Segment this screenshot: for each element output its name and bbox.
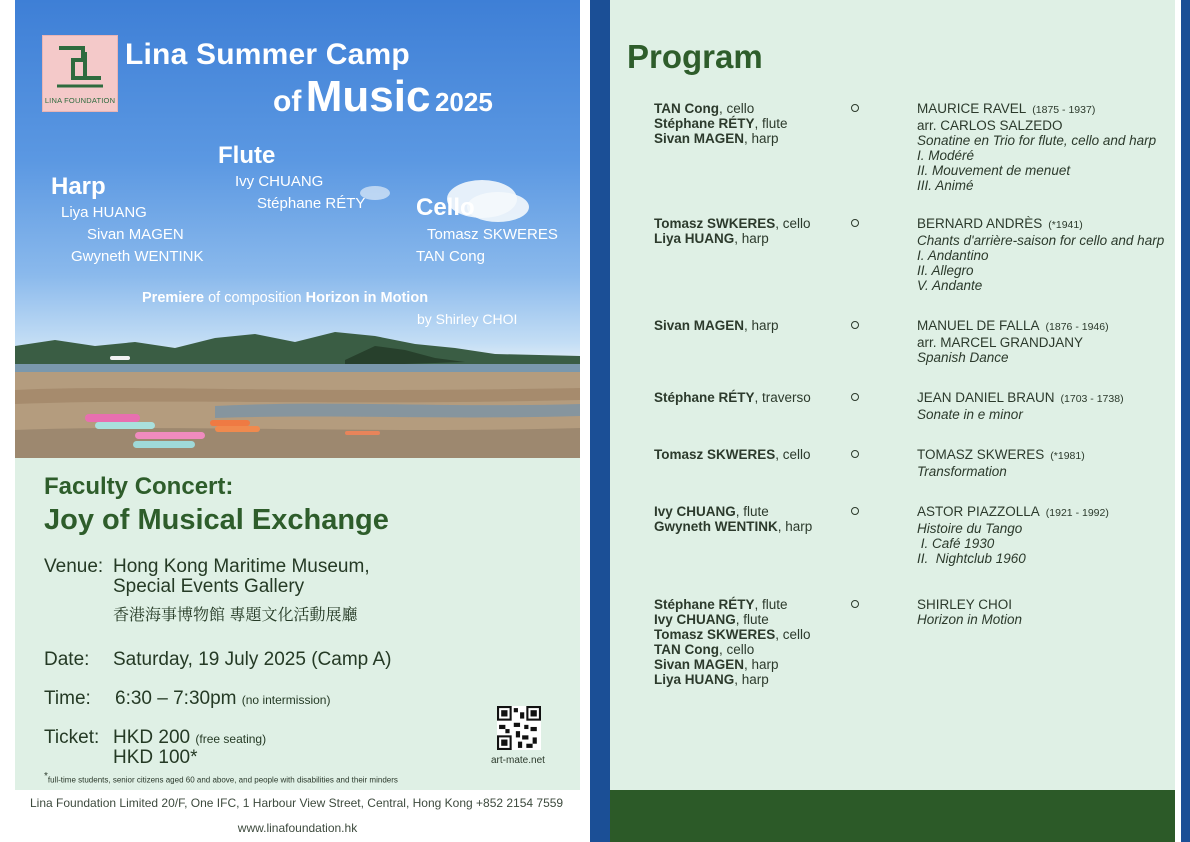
performer-line <box>654 216 854 231</box>
composer-line <box>917 597 1172 612</box>
work-title: I. Café 1930 <box>917 536 995 551</box>
work-title: II. Mouvement de menuet <box>917 163 1071 178</box>
work-title: V. Andante <box>917 278 983 293</box>
performer-name: Sivan MAGEN <box>654 657 745 672</box>
arranger-line: arr. MARCEL GRANDJANY <box>917 335 1084 350</box>
performer-line <box>654 597 854 612</box>
performer-instrument: , harp <box>744 657 779 672</box>
work-title: II. Allegro <box>917 263 974 278</box>
performer-instrument: , flute <box>754 597 788 612</box>
page-margin <box>580 0 590 842</box>
qr-code[interactable] <box>497 706 541 750</box>
program-performers <box>654 318 854 333</box>
performer-line <box>654 672 854 687</box>
poster-page <box>15 0 580 842</box>
program-title: Program <box>627 38 763 75</box>
page-gap <box>590 0 608 842</box>
bullet-circle-icon <box>851 600 859 608</box>
flute-heading: Flute <box>218 142 276 169</box>
time-value: 6:30 – 7:30pm <box>115 688 237 709</box>
program-performers <box>654 504 854 534</box>
performer-line <box>654 390 854 405</box>
premiere-byline: by Shirley CHOI <box>417 311 518 327</box>
performer-instrument: , flute <box>735 612 769 627</box>
work-title: Spanish Dance <box>917 350 1009 365</box>
harp-heading: Harp <box>51 173 106 200</box>
page-margin <box>0 0 15 842</box>
poster-title-line2: of Music 2025 <box>273 72 493 121</box>
landscape-illustration <box>15 320 580 458</box>
program-performers <box>654 597 854 687</box>
composer-line <box>917 216 1172 233</box>
work-title: Horizon in Motion <box>917 612 1023 627</box>
program-works <box>917 318 1172 365</box>
ticket-price-concession: HKD 100* <box>113 747 198 768</box>
program-page <box>610 0 1175 842</box>
performer-name: Stéphane RÉTY <box>654 116 755 131</box>
harp-name-3: Gwyneth WENTINK <box>71 248 204 265</box>
performer-line <box>654 627 854 642</box>
performer-line <box>654 231 854 246</box>
premiere-line: Premiere of composition Horizon in Motion <box>142 290 429 306</box>
work-title: I. Modéré <box>917 148 975 163</box>
performer-instrument: , harp <box>734 231 769 246</box>
performer-line <box>654 318 854 333</box>
harp-name-2: Sivan MAGEN <box>87 226 184 243</box>
performer-name: Tomasz SKWERES <box>654 447 776 462</box>
performer-line <box>654 519 854 534</box>
performer-line <box>654 612 854 627</box>
performer-instrument: , flute <box>754 116 788 131</box>
program-works <box>917 504 1172 566</box>
date-label: Date: <box>44 649 90 670</box>
performer-instrument: , cello <box>718 642 755 657</box>
composer-line <box>917 101 1172 118</box>
composer-years: (1921 - 1992) <box>1045 507 1109 519</box>
performer-name: Sivan MAGEN <box>654 131 745 146</box>
qr-caption: art-mate.net <box>491 755 545 766</box>
ticket-label: Ticket: <box>44 727 100 748</box>
work-title: Transformation <box>917 464 1007 479</box>
performer-instrument: , harp <box>744 318 779 333</box>
concert-label: Faculty Concert: <box>44 473 234 500</box>
work-title: III. Animé <box>917 178 974 193</box>
composer-name: ASTOR PIAZZOLLA <box>917 504 1040 519</box>
poster-title-line1: Lina Summer Camp <box>125 38 410 71</box>
composer-line <box>917 504 1172 521</box>
performer-name: Ivy CHUANG <box>654 612 736 627</box>
concession-footnote: *full-time students, senior citizens aged 60 and above, and people with disabilities and their minders <box>44 771 398 785</box>
program-works <box>917 216 1172 293</box>
bullet-circle-icon <box>851 507 859 515</box>
composer-name: SHIRLEY CHOI <box>917 597 1013 612</box>
performer-instrument: , cello <box>775 216 811 231</box>
program-works <box>917 597 1172 627</box>
ticket-price-full: HKD 200 <box>113 727 191 748</box>
performer-line <box>654 657 854 672</box>
performer-instrument: , cello <box>775 627 811 642</box>
work-title: Histoire du Tango <box>917 521 1023 536</box>
composer-line <box>917 390 1172 407</box>
ticket-note: (free seating) <box>195 732 267 746</box>
venue-line-2: Special Events Gallery <box>113 576 305 597</box>
page-edge <box>1181 0 1190 842</box>
lina-logo-icon <box>53 42 107 90</box>
work-title: Sonatine en Trio for flute, cello and harp <box>917 133 1157 148</box>
composer-name: BERNARD ANDRÈS <box>917 216 1043 231</box>
performer-instrument: , harp <box>744 131 779 146</box>
performer-line <box>654 116 854 131</box>
composer-name: TOMASZ SKWERES <box>917 447 1045 462</box>
composer-years: (1876 - 1946) <box>1045 321 1109 333</box>
composer-name: JEAN DANIEL BRAUN <box>917 390 1055 405</box>
lina-foundation-logo <box>42 35 118 112</box>
performer-line <box>654 447 854 462</box>
cello-heading: Cello <box>416 194 475 221</box>
program-works <box>917 447 1172 479</box>
performer-name: Tomasz SWKERES <box>654 216 776 231</box>
performer-instrument: , traverso <box>754 390 811 405</box>
performer-instrument: , harp <box>777 519 813 534</box>
footer-address: Lina Foundation Limited 20/F, One IFC, 1 Harbour View Street, Central, Hong Kong +852 2154 7559 <box>30 796 564 810</box>
work-title: Sonate in e minor <box>917 407 1023 422</box>
program-works <box>917 390 1172 422</box>
composer-years: (1875 - 1937) <box>1032 104 1096 116</box>
performer-instrument: , cello <box>718 101 755 116</box>
performer-name: Sivan MAGEN <box>654 318 745 333</box>
concert-title: Joy of Musical Exchange <box>44 504 389 536</box>
composer-years: (1703 - 1738) <box>1060 393 1124 405</box>
program-works <box>917 101 1172 193</box>
venue-line-chinese: 香港海事博物館 專題文化活動展廳 <box>113 607 358 624</box>
performer-name: Stéphane RÉTY <box>654 390 755 405</box>
flute-name-1: Ivy CHUANG <box>235 173 324 190</box>
composer-line <box>917 318 1172 335</box>
bullet-circle-icon <box>851 219 859 227</box>
time-label: Time: <box>44 688 91 709</box>
program-performers <box>654 447 854 462</box>
performer-name: TAN Cong <box>654 101 719 116</box>
program-performers <box>654 101 854 146</box>
date-value: Saturday, 19 July 2025 (Camp A) <box>113 649 392 670</box>
performer-name: Stéphane RÉTY <box>654 597 755 612</box>
arranger-line: arr. CARLOS SALZEDO <box>917 118 1063 133</box>
beach-photo <box>15 0 580 458</box>
venue-line-1: Hong Kong Maritime Museum, <box>113 556 370 577</box>
bullet-circle-icon <box>851 321 859 329</box>
performer-name: TAN Cong <box>654 642 719 657</box>
flute-name-2: Stéphane RÉTY <box>257 195 366 212</box>
bullet-circle-icon <box>851 450 859 458</box>
program-performers <box>654 390 854 405</box>
performer-name: Liya HUANG <box>654 672 735 687</box>
cello-name-2: TAN Cong <box>416 248 485 265</box>
bullet-circle-icon <box>851 104 859 112</box>
performer-line <box>654 504 854 519</box>
logo-caption: LINA FOUNDATION <box>44 96 116 105</box>
performer-name: Gwyneth WENTINK <box>654 519 778 534</box>
composer-years: (*1981) <box>1050 450 1085 462</box>
program-performers <box>654 216 854 246</box>
performer-line <box>654 131 854 146</box>
bullet-circle-icon <box>851 393 859 401</box>
work-title: I. Andantino <box>917 248 989 263</box>
performer-instrument: , harp <box>734 672 769 687</box>
footer-website[interactable]: www.linafoundation.hk <box>237 821 358 835</box>
performer-name: Tomasz SKWERES <box>654 627 776 642</box>
composer-name: MAURICE RAVEL <box>917 101 1027 116</box>
performer-instrument: , cello <box>775 447 811 462</box>
harp-name-1: Liya HUANG <box>61 204 147 221</box>
time-note: (no intermission) <box>241 693 331 707</box>
work-title: Chants d'arrière-saison for cello and harp <box>917 233 1165 248</box>
work-title: II. Nightclub 1960 <box>917 551 1026 566</box>
venue-label: Venue: <box>44 556 104 577</box>
performer-line <box>654 642 854 657</box>
performer-name: Liya HUANG <box>654 231 735 246</box>
performer-instrument: , flute <box>735 504 769 519</box>
cello-name-1: Tomasz SKWERES <box>427 226 558 243</box>
composer-line <box>917 447 1172 464</box>
performer-line <box>654 101 854 116</box>
performer-name: Ivy CHUANG <box>654 504 736 519</box>
composer-years: (*1941) <box>1048 219 1083 231</box>
composer-name: MANUEL DE FALLA <box>917 318 1040 333</box>
program-footer-band <box>610 790 1175 842</box>
